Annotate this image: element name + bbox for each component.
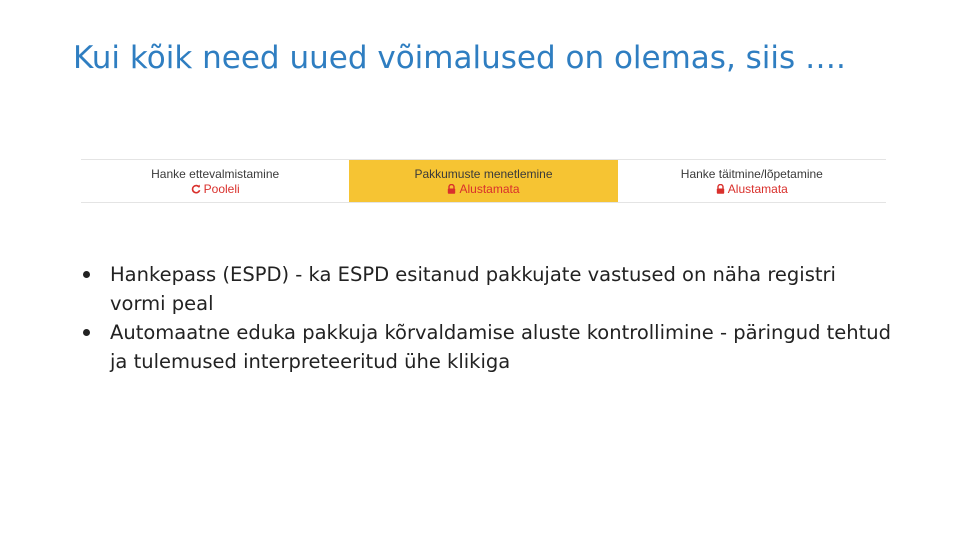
lock-icon [447, 184, 456, 194]
step-hanke-ettevalmistamine[interactable] [81, 160, 349, 202]
bullet-text: Automaatne eduka pakkuja kõrvaldamise aluste kontrollimine - päringud tehtud ja tulemused interpreteeritud ühe klikiga [110, 321, 892, 373]
bullet-list [75, 260, 895, 376]
step-status-text: Pooleli [203, 181, 240, 196]
bullet-dot-icon [83, 329, 90, 336]
procurement-stepper [81, 159, 886, 203]
bullet-dot-icon [83, 271, 90, 278]
step-status [716, 182, 788, 196]
step-label: Hanke täitmine/lõpetamine [680, 166, 823, 181]
bullet-text: Hankepass (ESPD) - ka ESPD esitanud pakkujate vastused on näha registri vormi peal [110, 263, 836, 315]
bullet-item [75, 318, 895, 376]
step-status [191, 182, 240, 196]
step-label: Hanke ettevalmistamine [151, 166, 280, 181]
step-status-text: Alustamata [459, 181, 520, 196]
step-status-text: Alustamata [727, 181, 788, 196]
bullet-item [75, 260, 895, 318]
step-status [447, 182, 519, 196]
lock-icon [716, 184, 725, 194]
step-label: Pakkumuste menetlemine [414, 166, 553, 181]
step-pakkumuste-menetlemine[interactable] [349, 160, 617, 202]
refresh-icon [191, 184, 201, 194]
slide-title: Kui kõik need uued võimalused on olemas, siis …. [73, 40, 846, 76]
step-hanke-taitmine-lopetamine[interactable] [618, 160, 886, 202]
